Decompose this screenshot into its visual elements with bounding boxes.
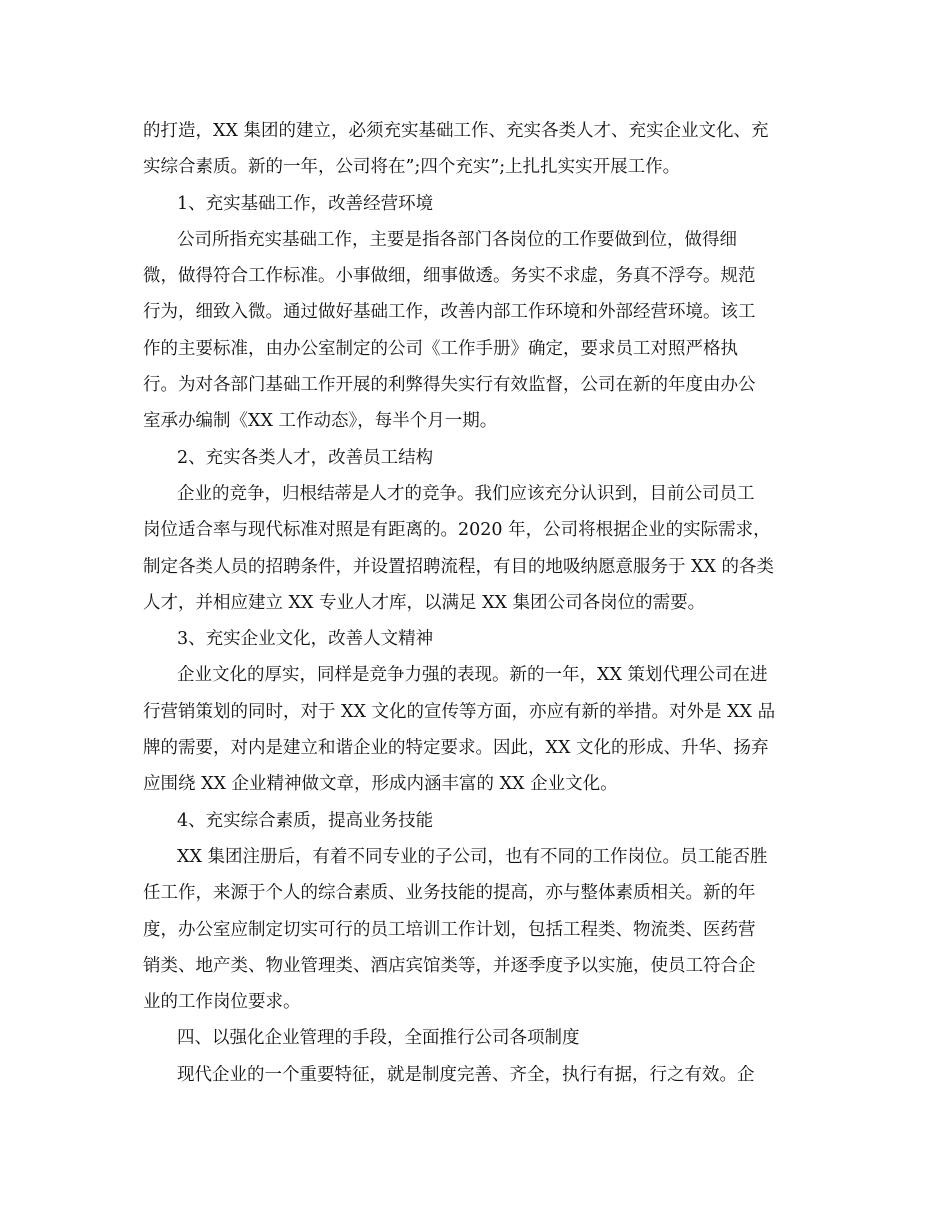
text-line: 牌的需要，对内是建立和谐企业的特定要求。因此，XX 文化的形成、升华、扬弃 (143, 738, 769, 759)
text-line: 2、充实各类人才，改善员工结构 (177, 447, 434, 468)
text-line: 任工作，来源于个人的综合素质、业务技能的提高，亦与整体素质相关。新的年 (143, 883, 756, 904)
text-line: 实综合素质。新的一年，公司将在”;四个充实”;上扎扎实实开展工作。 (143, 157, 681, 178)
text-line: 行营销策划的同时，对于 XX 文化的宣传等方面，亦应有新的举措。对外是 XX 品 (143, 701, 776, 722)
text-line: 企业的竞争，归根结蒂是人才的竞争。我们应该充分认识到，目前公司员工 (177, 483, 755, 504)
text-line: 微，做得符合工作标准。小事做细，细事做透。务实不求虚，务真不浮夸。规范 (143, 266, 756, 287)
text-line: 公司所指充实基础工作，主要是指各部门各岗位的工作要做到位，做得细 (177, 229, 737, 250)
text-line: 4、充实综合素质，提高业务技能 (177, 810, 434, 831)
text-line: 度，办公室应制定切实可行的员工培训工作计划，包括工程类、物流类、医药营 (143, 919, 756, 940)
text-line: 销类、地产类、物业管理类、酒店宾馆类等，并逐季度予以实施，使员工符合企 (143, 955, 756, 976)
text-line: 人才，并相应建立 XX 专业人才库，以满足 XX 集团公司各岗位的需要。 (143, 592, 706, 613)
text-line: 企业文化的厚实，同样是竞争力强的表现。新的一年，XX 策划代理公司在进 (177, 665, 768, 686)
text-line: 室承办编制《XX 工作动态》，每半个月一期。 (143, 411, 498, 432)
text-line: 现代企业的一个重要特征，就是制度完善、齐全，执行有据，行之有效。企 (177, 1064, 755, 1085)
text-line: 应围绕 XX 企业精神做文章，形成内涵丰富的 XX 企业文化。 (143, 774, 618, 795)
text-line: 的打造，XX 集团的建立，必须充实基础工作、充实各类人才、充实企业文化、充 (143, 121, 769, 141)
text-line: 制定各类人员的招聘条件，并设置招聘流程，有目的地吸纳愿意服务于 XX 的各类 (143, 556, 775, 577)
text-line: 业的工作岗位要求。 (143, 992, 301, 1013)
text-line: 1、充实基础工作，改善经营环境 (177, 193, 434, 214)
text-line: 四、以强化企业管理的手段，全面推行公司各项制度 (177, 1028, 580, 1049)
text-line: 作的主要标准，由办公室制定的公司《工作手册》确定，要求员工对照严格执 (143, 338, 738, 359)
text-line: 岗位适合率与现代标准对照是有距离的。2020 年，公司将根据企业的实际需求， (143, 520, 771, 541)
text-line: 行。为对各部门基础工作开展的利弊得失实行有效监督，公司在新的年度由办公 (143, 375, 756, 396)
text-line: 3、充实企业文化，改善人文精神 (177, 629, 434, 650)
document-body (143, 113, 807, 1093)
text-line: XX 集团注册后，有着不同专业的子公司，也有不同的工作岗位。员工能否胜 (177, 846, 768, 867)
text-line: 行为，细致入微。通过做好基础工作，改善内部工作环境和外部经营环境。该工 (143, 302, 756, 323)
